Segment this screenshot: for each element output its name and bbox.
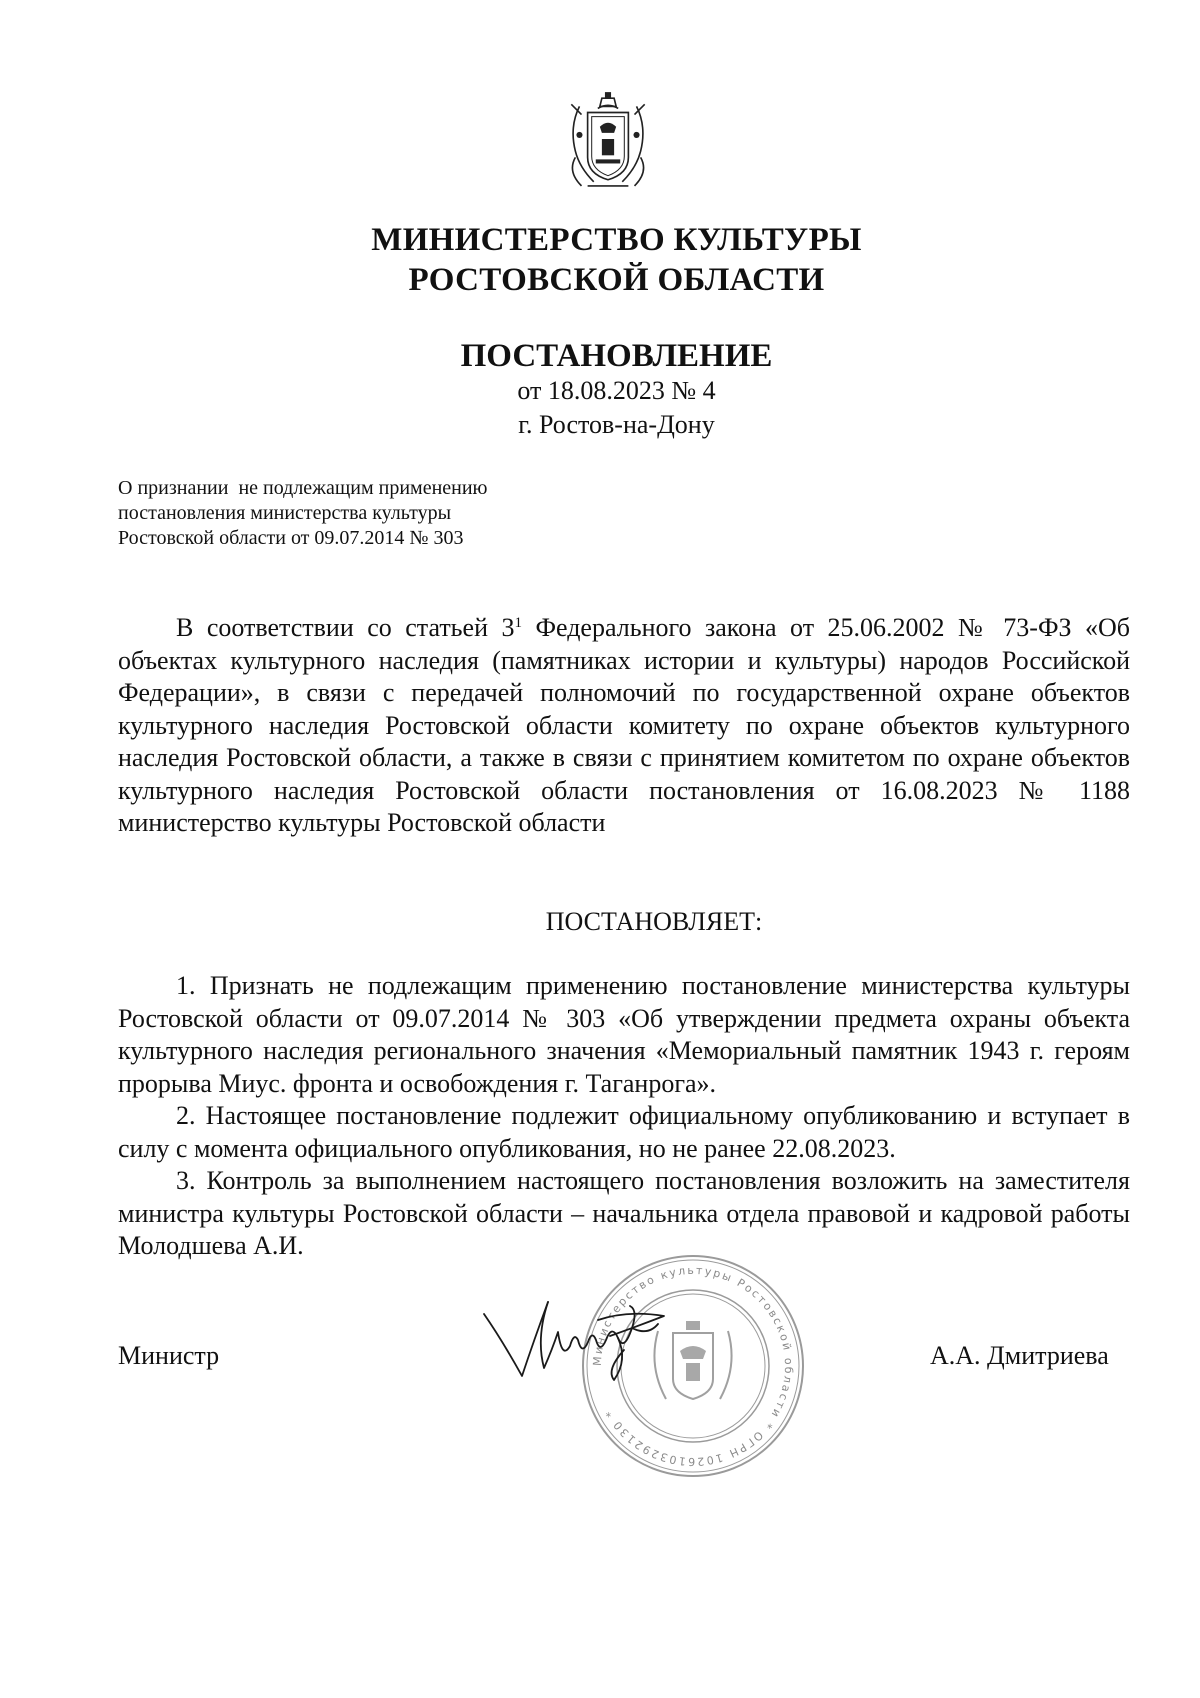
decree-item-1: 1. Признать не подлежащим применению постановление министерства культуры Ростовской области от 09.07.2014 № 303 «Об утверждении предмета охраны объекта культурного наследия регионального значения «Мемориальный памятник 1943 г. героям прорыва Миус. фронта и освобождения г. Таганрога». [118, 971, 1130, 1098]
subject-line-1: О признании не подлежащим применению [118, 477, 488, 499]
document-type: ПОСТАНОВЛЕНИЕ [460, 338, 773, 374]
decree-item-3: 3. Контроль за выполнением настоящего постановления возложить на заместителя министра культуры Ростовской области – начальника отдела правовой и кадровой работы Молодшева А.И. [118, 1166, 1130, 1260]
preamble-text-start: В соответствии со статьей 3 [176, 613, 515, 642]
document-meta [0, 374, 1200, 442]
seal-ring-text: Министерство культуры Ростовской области * ОГРН 1026103292130 * [590, 1263, 796, 1469]
organization-title-line-2: РОСТОВСКОЙ ОБЛАСТИ [408, 262, 825, 298]
document-date-number: от 18.08.2023 № 4 [517, 376, 716, 405]
decree-items [118, 970, 1130, 1263]
signatory-name: А.А. Дмитриева [930, 1341, 1109, 1370]
subject-line-2: постановления министерства культуры [118, 502, 452, 524]
coat-of-arms-icon [557, 86, 659, 192]
decree-word: ПОСТАНОВЛЯЕТ: [545, 907, 763, 936]
organization-title-line-1: МИНИСТЕРСТВО КУЛЬТУРЫ [371, 222, 862, 258]
document-subject [118, 476, 638, 551]
organization-title [0, 220, 1200, 300]
preamble [118, 607, 1130, 840]
signatory-role: Министр [118, 1341, 220, 1370]
document-place: г. Ростов-на-Дону [518, 410, 715, 439]
preamble-paragraph [118, 607, 1130, 840]
subject-line-3: Ростовской области от 09.07.2014 № 303 [118, 527, 464, 549]
handwritten-signature [478, 1280, 708, 1390]
preamble-text-rest: Федерального закона от 25.06.2002 № 73-ФЗ «Об объектах культурного наследия (памятниках истории и культуры) народов Российской Федерации», в связи с передачей полномочий по государственной охране объектов культурного наследия Ростовской области комитету по охране объектов культурного наследия Ростовской области, а также в связи с принятием комитетом по охране объектов культурного наследия Ростовской области постановления от 16.08.2023 № 1188 министерство культуры Ростовской области [118, 613, 1130, 837]
decree-item-2: 2. Настоящее постановление подлежит официальному опубликованию и вступает в силу с момента официального опубликования, но не ранее 22.08.2023. [118, 1101, 1130, 1163]
article-superscript: 1 [514, 615, 522, 631]
